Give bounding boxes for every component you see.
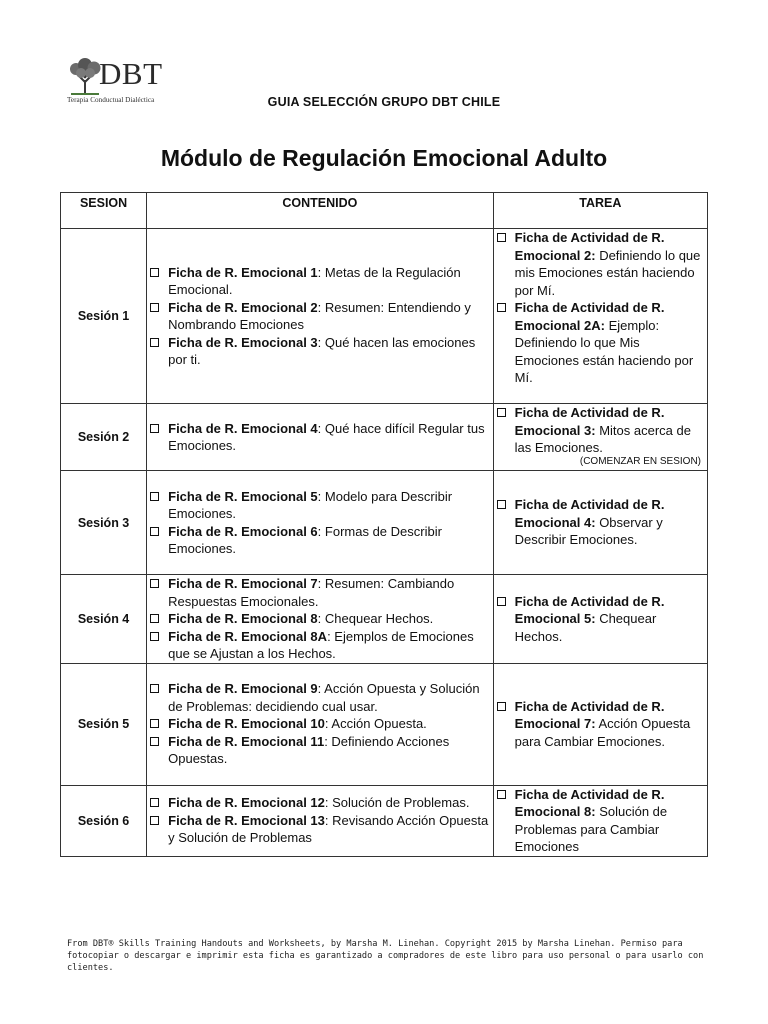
list-item	[494, 786, 707, 856]
list-item	[147, 628, 493, 663]
footer-copyright: From DBT® Skills Training Handouts and Worksheets, by Marsha M. Linehan. Copyright 2015 by Marsha Linehan. Permiso para fotocopiar o descargar e imprimir esta ficha es garantizado a compradores de este libro para uso personal o para usarlo con clientes.	[67, 939, 704, 973]
item-description: Definiendo lo que mis Emociones están haciendo por Mí.	[514, 247, 701, 298]
session-label: Sesión 3	[61, 471, 147, 575]
list-item	[147, 610, 493, 628]
item-title: Ficha de R. Emocional 10	[168, 716, 325, 732]
item-title: Ficha de R. Emocional 1	[168, 264, 318, 280]
column-header-tarea: TAREA	[493, 193, 707, 229]
item-description: : Modelo para Describir Emociones.	[168, 488, 453, 521]
checkbox-icon	[150, 492, 159, 501]
column-header-contenido: CONTENIDO	[147, 193, 494, 229]
item-title: Ficha de Actividad de R. Emocional 2:	[514, 230, 665, 263]
task-list	[494, 786, 707, 856]
list-item	[147, 733, 493, 768]
item-description: : Ejemplos de Emociones que se Ajustan a los Hechos.	[168, 628, 474, 661]
item-description: Chequear Hechos.	[514, 611, 657, 644]
task-list	[494, 496, 707, 549]
checkbox-icon	[497, 408, 506, 417]
checkbox-icon	[150, 303, 159, 312]
table-row	[61, 663, 708, 785]
task-cell	[493, 404, 707, 471]
task-cell	[493, 663, 707, 785]
content-list	[147, 680, 493, 768]
table-row	[61, 229, 708, 404]
sessions-table	[60, 192, 708, 857]
item-title: Ficha de R. Emocional 11	[168, 733, 325, 749]
task-cell	[493, 575, 707, 664]
task-cell	[493, 785, 707, 856]
content-list	[147, 264, 493, 369]
item-title: Ficha de R. Emocional 9	[168, 681, 318, 697]
task-note: (COMENZAR EN SESION)	[579, 455, 701, 467]
task-cell	[493, 229, 707, 404]
table-header-row	[61, 193, 708, 229]
checkbox-icon	[150, 579, 159, 588]
item-title: Ficha de R. Emocional 6	[168, 523, 318, 539]
checkbox-icon	[150, 632, 159, 641]
list-item	[147, 488, 493, 523]
item-description: Ejemplo: Definiendo lo que Mis Emociones están haciendo por Mí.	[514, 317, 694, 385]
session-label: Sesión 2	[61, 404, 147, 471]
task-cell	[493, 471, 707, 575]
checkbox-icon	[497, 597, 506, 606]
logo-text: DBT	[99, 56, 163, 91]
list-item	[494, 299, 707, 387]
task-list	[494, 404, 707, 457]
item-description: : Definiendo Acciones Opuestas.	[168, 733, 450, 767]
item-title: Ficha de R. Emocional 3	[168, 334, 318, 350]
item-title: Ficha de Actividad de R. Emocional 7:	[514, 698, 665, 732]
item-description: Mitos acerca de las Emociones.	[514, 422, 691, 455]
item-description: Observar y Describir Emociones.	[514, 514, 663, 548]
item-description: : Resumen: Cambiando Respuestas Emocionales.	[168, 576, 455, 609]
document-title: Módulo de Regulación Emocional Adulto	[160, 145, 608, 171]
table-body	[61, 229, 708, 857]
content-list	[147, 420, 493, 455]
list-item	[147, 523, 493, 558]
checkbox-icon	[150, 816, 159, 825]
item-description: : Acción Opuesta y Solución de Problemas: decidiendo cual usar.	[168, 681, 480, 714]
checkbox-icon	[150, 424, 159, 433]
item-title: Ficha de R. Emocional 7	[168, 576, 318, 591]
checkbox-icon	[150, 527, 159, 536]
checkbox-icon	[150, 338, 159, 347]
list-item	[147, 420, 493, 455]
item-description: : Metas de la Regulación Emocional.	[168, 264, 461, 297]
content-cell	[147, 229, 494, 404]
item-title: Ficha de R. Emocional 8	[168, 611, 318, 626]
content-list	[147, 488, 493, 558]
item-title: Ficha de R. Emocional 8A	[168, 628, 328, 644]
content-cell	[147, 575, 494, 664]
content-cell	[147, 404, 494, 471]
checkbox-icon	[150, 719, 159, 728]
item-title: Ficha de Actividad de R. Emocional 5:	[514, 593, 665, 626]
item-description: Acción Opuesta para Cambiar Emociones.	[514, 716, 691, 749]
item-description: : Qué hacen las emociones por ti.	[168, 334, 476, 367]
header-title-text: GUIA SELECCIÓN GRUPO DBT CHILE	[267, 95, 501, 109]
checkbox-icon	[150, 798, 159, 807]
tree-icon	[67, 58, 103, 96]
list-item	[147, 575, 493, 610]
list-item	[494, 593, 707, 646]
item-title: Ficha de R. Emocional 13	[168, 812, 325, 828]
list-item	[147, 812, 493, 847]
list-item	[147, 794, 493, 812]
item-description: Solución de Problemas para Cambiar Emociones	[514, 804, 668, 854]
item-description: : Acción Opuesta.	[324, 716, 427, 732]
table-row	[61, 575, 708, 664]
content-list	[147, 575, 493, 663]
checkbox-icon	[150, 737, 159, 746]
table-row	[61, 471, 708, 575]
item-description: : Revisando Acción Opuesta y Solución de Problemas	[168, 812, 489, 846]
session-label: Sesión 5	[61, 663, 147, 785]
list-item	[147, 299, 493, 334]
column-header-sesion: SESION	[61, 193, 147, 229]
list-item	[147, 680, 493, 715]
item-title: Ficha de R. Emocional 2	[168, 299, 318, 315]
session-label: Sesión 6	[61, 785, 147, 856]
checkbox-icon	[497, 500, 506, 509]
session-label: Sesión 4	[61, 575, 147, 664]
list-item	[494, 404, 707, 457]
content-list	[147, 794, 493, 847]
header-title	[0, 95, 768, 109]
checkbox-icon	[497, 303, 506, 312]
task-list	[494, 593, 707, 646]
checkbox-icon	[150, 614, 159, 623]
item-description: : Formas de Describir Emociones.	[168, 523, 442, 556]
item-description: : Chequear Hechos.	[317, 611, 434, 626]
list-item	[147, 715, 493, 733]
item-title: Ficha de Actividad de R. Emocional 3:	[514, 405, 665, 438]
task-list	[494, 698, 707, 751]
item-description: : Solución de Problemas.	[324, 795, 470, 811]
list-item	[494, 698, 707, 751]
item-description: : Resumen: Entendiendo y Nombrando Emociones	[168, 299, 471, 332]
list-item	[147, 334, 493, 369]
checkbox-icon	[497, 702, 506, 711]
checkbox-icon	[150, 268, 159, 277]
list-item	[147, 264, 493, 299]
item-title: Ficha de R. Emocional 4	[168, 420, 318, 436]
item-title: Ficha de Actividad de R. Emocional 2A:	[514, 300, 665, 333]
content-cell	[147, 471, 494, 575]
list-item	[494, 496, 707, 549]
item-title: Ficha de R. Emocional 5	[168, 488, 318, 504]
item-title: Ficha de R. Emocional 12	[168, 795, 325, 811]
item-title: Ficha de Actividad de R. Emocional 4:	[514, 497, 665, 530]
item-description: : Qué hace difícil Regular tus Emociones.	[168, 420, 485, 453]
list-item	[494, 229, 707, 299]
checkbox-icon	[497, 790, 506, 799]
checkbox-icon	[497, 233, 506, 242]
checkbox-icon	[150, 684, 159, 693]
task-list	[494, 229, 707, 387]
item-title: Ficha de Actividad de R. Emocional 8:	[514, 786, 665, 819]
logo-subtitle: Terapia Conductual Dialéctica	[67, 96, 155, 104]
content-cell	[147, 785, 494, 856]
session-label: Sesión 1	[61, 229, 147, 404]
table-row	[61, 785, 708, 856]
content-cell	[147, 663, 494, 785]
table-row	[61, 404, 708, 471]
